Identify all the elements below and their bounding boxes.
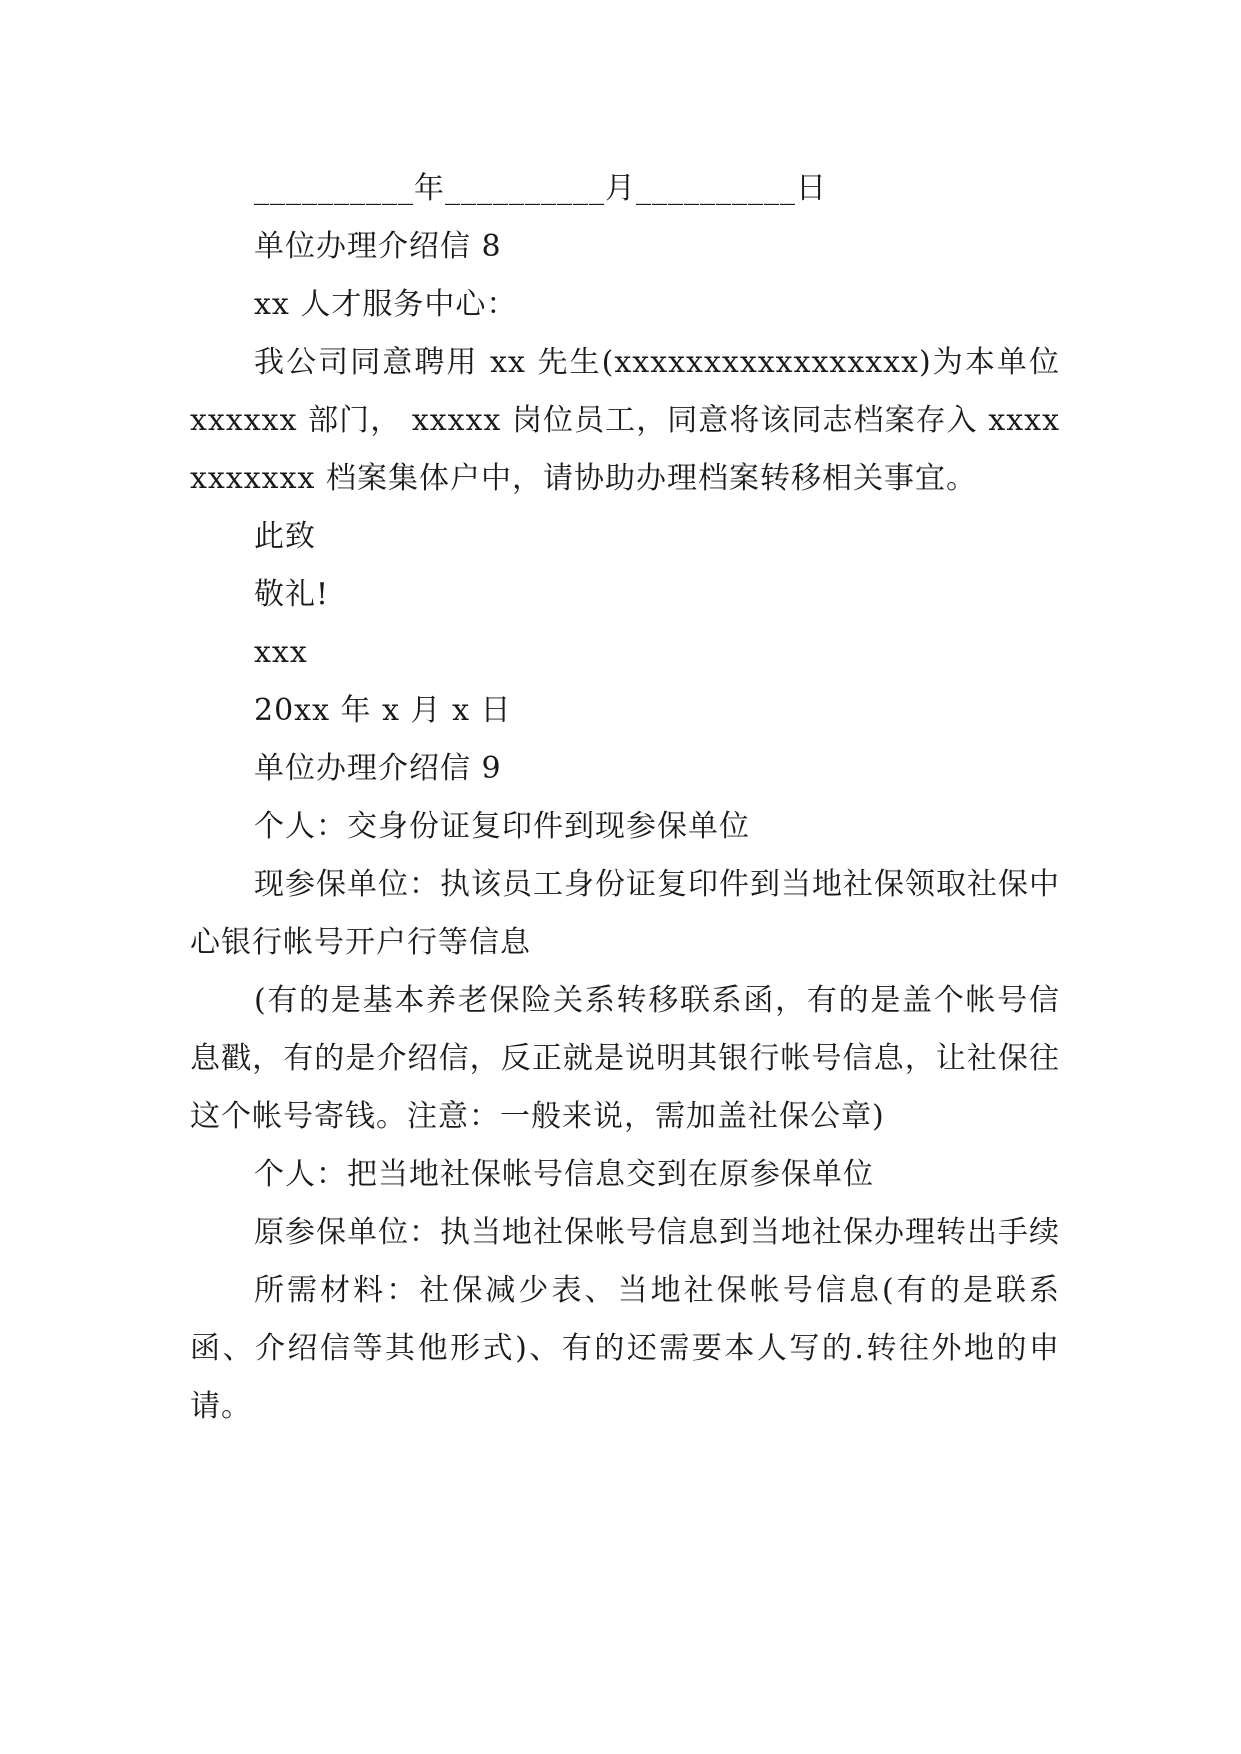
letter9-paragraph-3: (有的是基本养老保险关系转移联系函，有的是盖个帐号信息戳，有的是介绍信，反正就是说明其银行帐号信息，让社保往这个帐号寄钱。注意：一般来说，需加盖社保公章) bbox=[190, 983, 1060, 1134]
letter9-paragraph-6: 所需材料：社保减少表、当地社保帐号信息(有的是联系函、介绍信等其他形式)、有的还需要本人写的.转往外地的申请。 bbox=[190, 1273, 1060, 1424]
letter9-paragraph-5: 原参保单位：执当地社保帐号信息到当地社保办理转出手续 bbox=[254, 1215, 1060, 1250]
letter9-paragraph-1: 个人：交身份证复印件到现参保单位 bbox=[254, 809, 750, 844]
document-page bbox=[190, 160, 1060, 1436]
letter9-paragraph-4: 个人：把当地社保帐号信息交到在原参保单位 bbox=[254, 1157, 874, 1192]
letter8-date: 20xx 年 x 月 x 日 bbox=[254, 693, 512, 728]
letter8-body: 我公司同意聘用 xx 先生(xxxxxxxxxxxxxxxxx)为本单位 xxxxxx 部门， xxxxx 岗位员工，同意将该同志档案存入 xxxxxxxxxxx 档案集体户中，请协助办理档案转移相关事宜。 bbox=[190, 345, 1060, 496]
letter9-paragraph-2: 现参保单位：执该员工身份证复印件到当地社保领取社保中心银行帐号开户行等信息 bbox=[190, 867, 1060, 960]
letter8-closing-2: 敬礼! bbox=[254, 577, 330, 612]
blank-date-line: __________年__________月__________日 bbox=[254, 171, 827, 206]
letter8-title: 单位办理介绍信 8 bbox=[254, 229, 502, 264]
letter8-recipient: xx 人才服务中心： bbox=[254, 287, 518, 322]
letter8-signer: xxx bbox=[254, 635, 308, 670]
letter9-title: 单位办理介绍信 9 bbox=[254, 751, 502, 786]
letter8-closing-1: 此致 bbox=[254, 519, 316, 554]
